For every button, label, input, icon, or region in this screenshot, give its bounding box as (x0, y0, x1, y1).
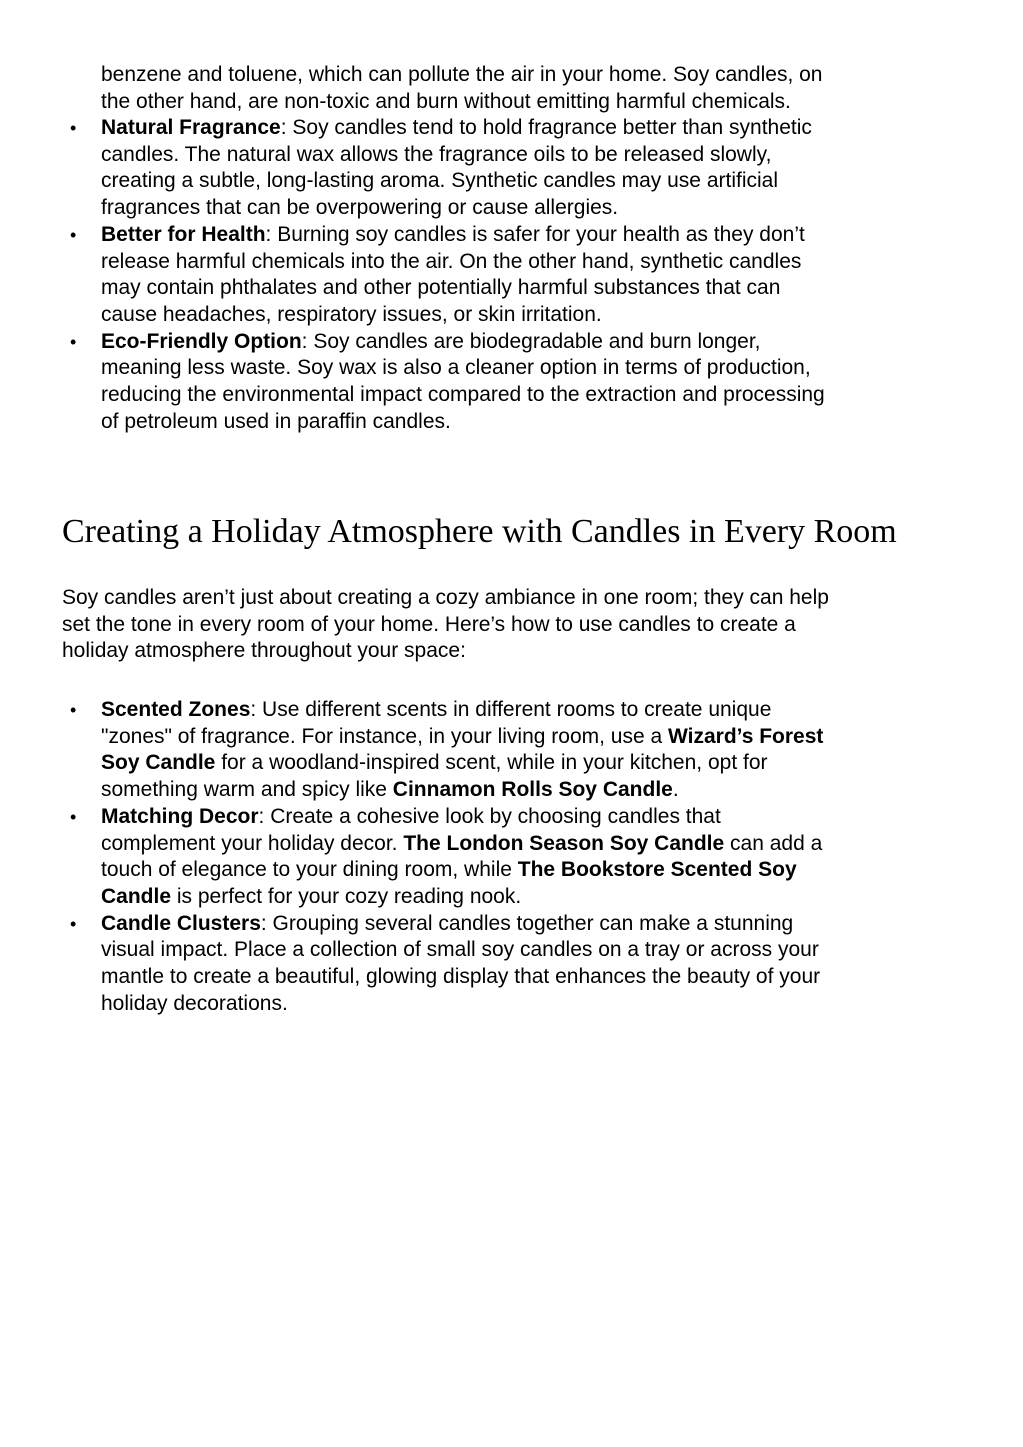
section-intro (62, 585, 982, 665)
text-line: holiday decorations. (101, 991, 288, 1015)
item-text: : Use different scents in different rooms to create unique (250, 698, 772, 721)
bullet-icon: • (70, 806, 77, 827)
text-line (101, 115, 961, 142)
text-line: the other hand, are non-toxic and burn without emitting harmful chemicals. (101, 89, 791, 113)
product-name: The Bookstore Scented Soy (517, 858, 797, 882)
text-line (101, 857, 961, 884)
section-heading: Creating a Holiday Atmosphere with Candles in Every Room (62, 513, 897, 550)
item-term: Eco-Friendly Option (101, 329, 302, 353)
text-line: cause headaches, respiratory issues, or skin irritation. (101, 302, 602, 326)
text-line: benzene and toluene, which can pollute the air in your home. Soy candles, on (101, 63, 823, 86)
item-text: for a woodland-inspired scent, while in your kitchen, opt for (215, 751, 768, 775)
item-term: Better for Health (101, 222, 266, 246)
text-line: visual impact. Place a collection of small soy candles on a tray or across your (101, 938, 819, 962)
item-text: is perfect for your cozy reading nook. (171, 884, 522, 908)
bullet-icon: • (70, 700, 77, 720)
item-text: : Grouping several candles together can make a stunning (260, 911, 794, 935)
product-name: Soy Candle (101, 751, 216, 775)
item-text: complement your holiday decor. (101, 831, 404, 855)
item-text: can add a (724, 831, 823, 855)
product-name: Candle (101, 884, 172, 908)
item-text: : Create a cohesive look by choosing candles that (258, 804, 721, 828)
text-line (101, 329, 961, 356)
text-line: creating a subtle, long-lasting aroma. Synthetic candles may use artificial (101, 169, 779, 193)
product-name: The London Season Soy Candle (403, 831, 725, 855)
text-line (101, 831, 961, 858)
product-name: Cinnamon Rolls Soy Candle (392, 778, 673, 802)
item-text: touch of elegance to your dining room, while (101, 858, 518, 882)
text-line (101, 222, 961, 249)
text-line (101, 777, 961, 804)
item-text: : Burning soy candles is safer for your health as they don’t (265, 222, 805, 246)
text-line: candles. The natural wax allows the fragrance oils to be released slowly, (101, 142, 772, 166)
benefits-list (0, 115, 1023, 435)
list-item-eco-friendly-option (0, 329, 961, 436)
bullet-icon: • (70, 118, 77, 138)
text-line (101, 724, 961, 751)
text-line (101, 750, 961, 777)
text-line: may contain phthalates and other potentially harmful substances that can (101, 276, 781, 300)
text-line: set the tone in every room of your home. Here’s how to use candles to create a (62, 612, 796, 636)
text-line: release harmful chemicals into the air. On the other hand, synthetic candles (101, 249, 802, 273)
list-item-candle-clusters (0, 911, 961, 1018)
item-text: . (672, 778, 679, 802)
bullet-icon: • (70, 331, 77, 352)
list-item-matching-decor (0, 804, 961, 911)
item-text: something warm and spicy like (101, 778, 393, 802)
text-line: of petroleum used in paraffin candles. (101, 409, 451, 433)
text-line (101, 911, 961, 938)
bullet-icon: • (70, 224, 77, 245)
item-term: Candle Clusters (101, 911, 261, 935)
bullet-icon: • (70, 913, 77, 934)
text-line: Soy candles aren’t just about creating a cozy ambiance in one room; they can help (62, 586, 829, 609)
continued-paragraph (101, 62, 981, 115)
list-item-scented-zones (0, 697, 961, 804)
tips-list (0, 697, 1023, 1017)
item-text: "zones" of fragrance. For instance, in your living room, use a (101, 724, 669, 748)
item-term: Matching Decor (101, 804, 259, 828)
list-item-better-for-health (0, 222, 961, 329)
item-text: : Soy candles are biodegradable and burn longer, (301, 329, 761, 353)
list-item-natural-fragrance (0, 115, 961, 222)
item-term: Scented Zones (101, 698, 251, 721)
text-line: meaning less waste. Soy wax is also a cleaner option in terms of production, (101, 356, 811, 380)
text-line: fragrances that can be overpowering or cause allergies. (101, 196, 619, 220)
product-name: Wizard’s Forest (668, 724, 824, 748)
text-line (101, 804, 961, 831)
item-term: Natural Fragrance (101, 116, 281, 139)
text-line (101, 884, 961, 911)
text-line: mantle to create a beautiful, glowing display that enhances the beauty of your (101, 965, 821, 989)
text-line: reducing the environmental impact compared to the extraction and processing (101, 383, 825, 407)
text-line (101, 697, 961, 724)
text-line: holiday atmosphere throughout your space: (62, 639, 466, 663)
item-text: : Soy candles tend to hold fragrance better than synthetic (280, 116, 812, 139)
